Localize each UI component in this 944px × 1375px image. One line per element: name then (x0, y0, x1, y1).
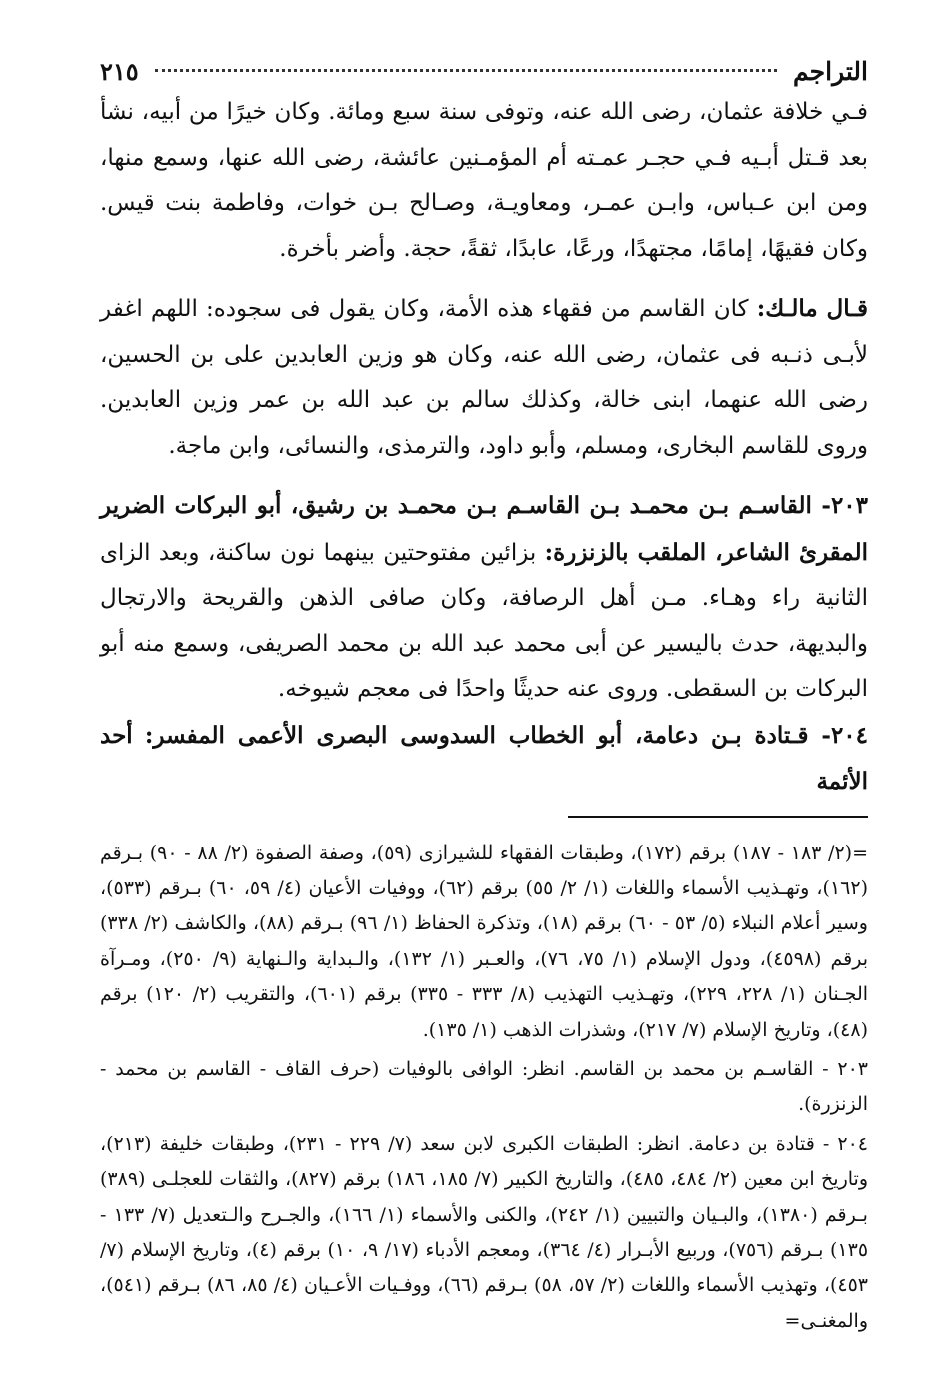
quote-text: كان القاسم من فقهاء هذه الأمة، وكان يقول فى سجوده: اللهم اغفر لأبـى ذنـبه فى عثمان، رضى الله عنه، وكان هو وزين العابدين على بن الحسين، رضى الله عنهما، ابنى خالة، وكذلك سالم بن عبد الله بن عمر وزين العابدين. وروى للقاسم البخارى، ومسلم، وأبو داود، والترمذى، والنسائى، وابن ماجة. (100, 296, 868, 459)
footnote-204: ٢٠٤ - قتادة بن دعامة. انظر: الطبقات الكبرى لابن سعد (٧/ ٢٢٩ - ٢٣١)، وطبقات خليفة (٢١٣)، وتاريخ ابن معين (٢/ ٤٨٤، ٤٨٥)، والتاريخ الكبير (٧/ ١٨٥، ١٨٦) برقم (٨٢٧)، والثقات للعجلـى (٣٨٩) بـرقم (١٣٨٠)، والبـيان والتبيين (١/ ٢٤٢)، والكنى والأسماء (١/ ١٦٦)، والجـرح والـتعديل (٧/ ١٣٣ - ١٣٥) بـرقم (٧٥٦)، وربيع الأبـرار (٤/ ٣٦٤)، ومعجم الأدباء (١٧/ ٩، ١٠) برقم (٤)، وتاريخ الإسلام (٧/ ٤٥٣)، وتهذيب الأسماء واللغات (٢/ ٥٧، ٥٨) بـرقم (٦٦)، ووفـيات الأعـيان (٤/ ٨٥، ٨٦) بـرقم (٥٤١)، والمغنـى= (100, 1132, 869, 1332)
entry-203-text: بزائين مفتوحتين بينهما نون ساكنة، وبعد الزاى الثانية راء وهـاء. مـن أهل الرصافة، وكان صافى الذهن والقريحة والارتجال والبديهة، حدث باليسير عن أبى محمد عبد الله بن محمد الصريفى، وسمع منه أبو البركات بن السقطى. وروى عنه حديثًا واحدًا فى معجم شيوخه. (100, 539, 868, 702)
entry-203-heading: ٢٠٣- القاسـم بـن محمـد بـن القاسـم بـن محمـد بن رشيق، أبو البركات الضرير المقرئ الشاعر، الملقب بالزنزرة: (100, 492, 868, 566)
page-number: ٢١٥ (100, 57, 139, 86)
paragraph-malik-quote (100, 286, 868, 469)
quote-lead: قـال مالـك: (756, 295, 869, 322)
entry-204-text: أحد الأئمة (100, 721, 868, 795)
footnote-continuation: =(٢/ ١٨٣ - ١٨٧) برقم (١٧٢)، وطبقات الفقهاء للشيرازى (٥٩)، وصفة الصفوة (٢/ ٨٨ - ٩٠) بـرقم (١٦٢)، وتهـذيب الأسماء واللغات (١/ ٢/ ٥٥) برقم (٦٢)، ووفيات الأعيان (٤/ ٥٩، ٦٠) بـرقم (٥٣٣)، وسير أعلام النبلاء (٥/ ٥٣ - ٦٠) برقم (١٨)، وتذكرة الحفاظ (١/ ٩٦) بـرقم (٨٨)، والكاشف (٢/ ٣٣٨) برقم (٤٥٩٨)، ودول الإسلام (١/ ٧٥، ٧٦)، والعـبر (١/ ١٣٢)، والـبداية والـنهاية (٩/ ٢٥٠)، ومـرآة الجـنان (١/ ٢٢٨، ٢٢٩)، وتهـذيب التهذيب (٨/ ٣٣٣ - ٣٣٥) برقم (٦٠١)، والتقريب (٢/ ١٢٠) برقم (٤٨)، وتاريخ الإسلام (٧/ ٢١٧)، وشذرات الذهب (١/ ١٣٥). (100, 841, 869, 1041)
book-page (100, 30, 868, 1339)
entry-204 (100, 713, 868, 806)
header-dotted-leader (155, 69, 777, 72)
main-text (100, 90, 868, 806)
entry-203 (100, 483, 868, 713)
footnote-203: ٢٠٣ - القاسـم بن محمد بن القاسم. انظر: الوافى بالوفيات (حرف القاف - القاسم بن محمد - الزنزرة). (100, 1057, 868, 1116)
paragraph-qasim-bio: فـي خلافة عثمان، رضى الله عنه، وتوفى سنة سبع ومائة. وكان خيرًا من أبيه، نشأ بعد قـتل أبـيه فـي حجـر عمـته أم المؤمـنين عائشة، رضى الله عنها، وسمع منها، ومن ابن عـباس، وابـن عمـر، ومعاويـة، وصـالح بـن خوات، وفاطمة بنت قيس. وكان فقيهًا، إمامًا، مجتهدًا، ورعًا، عابدًا، ثقةً، حجة. وأضر بأخرة. (100, 99, 868, 262)
footnote-separator (568, 816, 868, 818)
section-title: التراجم (793, 57, 868, 86)
footnotes (100, 836, 868, 1340)
entry-204-heading: ٢٠٤- قـتادة بـن دعامة، أبو الخطاب السدوسى البصرى الأعمى المفسر: (144, 721, 869, 749)
running-header (100, 30, 868, 86)
